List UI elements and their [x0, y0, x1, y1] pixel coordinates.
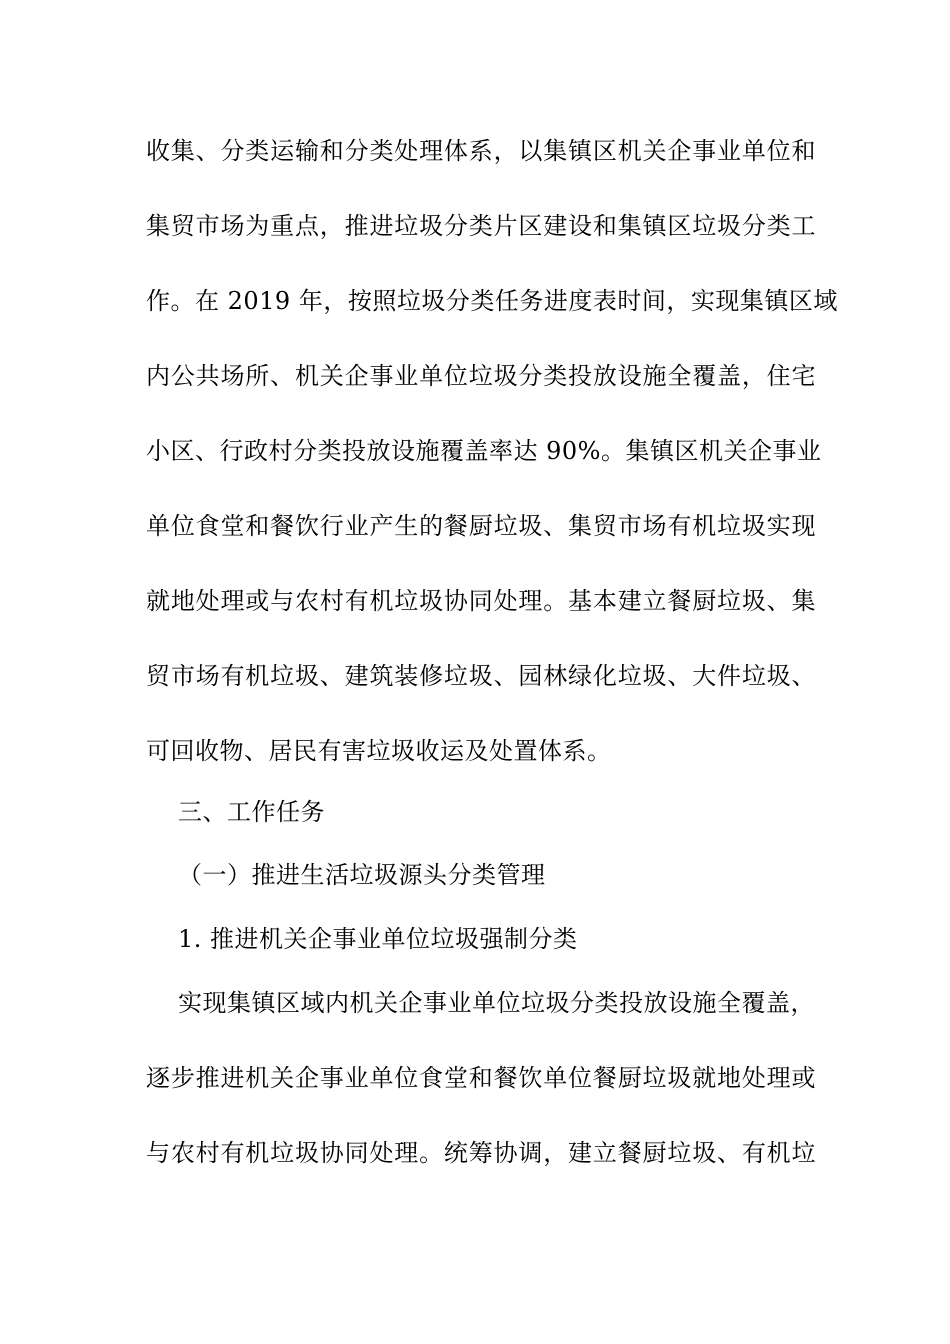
paragraph-line-3: 作。在 2019 年，按照垃圾分类任务进度表时间，实现集镇区域: [146, 287, 838, 315]
paragraph-line-2: 集贸市场为重点，推进垃圾分类片区建设和集镇区垃圾分类工: [146, 212, 816, 240]
paragraph-line-1: 收集、分类运输和分类处理体系，以集镇区机关企事业单位和: [146, 137, 816, 165]
paragraph-line-7: 就地处理或与农村有机垃圾协同处理。基本建立餐厨垃圾、集: [146, 587, 816, 615]
paragraph-line-6: 单位食堂和餐饮行业产生的餐厨垃圾、集贸市场有机垃圾实现: [146, 512, 816, 540]
paragraph2-line-1: 实现集镇区域内机关企事业单位垃圾分类投放设施全覆盖，: [178, 989, 815, 1017]
paragraph2-line-2: 逐步推进机关企事业单位食堂和餐饮单位餐厨垃圾就地处理或: [146, 1064, 816, 1092]
paragraph2-line-3: 与农村有机垃圾协同处理。统筹协调，建立餐厨垃圾、有机垃: [146, 1139, 816, 1167]
paragraph-line-8: 贸市场有机垃圾、建筑装修垃圾、园林绿化垃圾、大件垃圾、: [146, 662, 816, 690]
paragraph-line-5: 小区、行政村分类投放设施覆盖率达 90%。集镇区机关企事业: [146, 437, 822, 465]
section-heading: 三、工作任务: [178, 798, 325, 826]
subsection-heading: （一）推进生活垃圾源头分类管理: [178, 861, 546, 889]
paragraph-line-9: 可回收物、居民有害垃圾收运及处置体系。: [146, 737, 612, 765]
paragraph-line-4: 内公共场所、机关企事业单位垃圾分类投放设施全覆盖，住宅: [146, 362, 816, 390]
item-heading: 1. 推进机关企事业单位垃圾强制分类: [178, 925, 578, 953]
